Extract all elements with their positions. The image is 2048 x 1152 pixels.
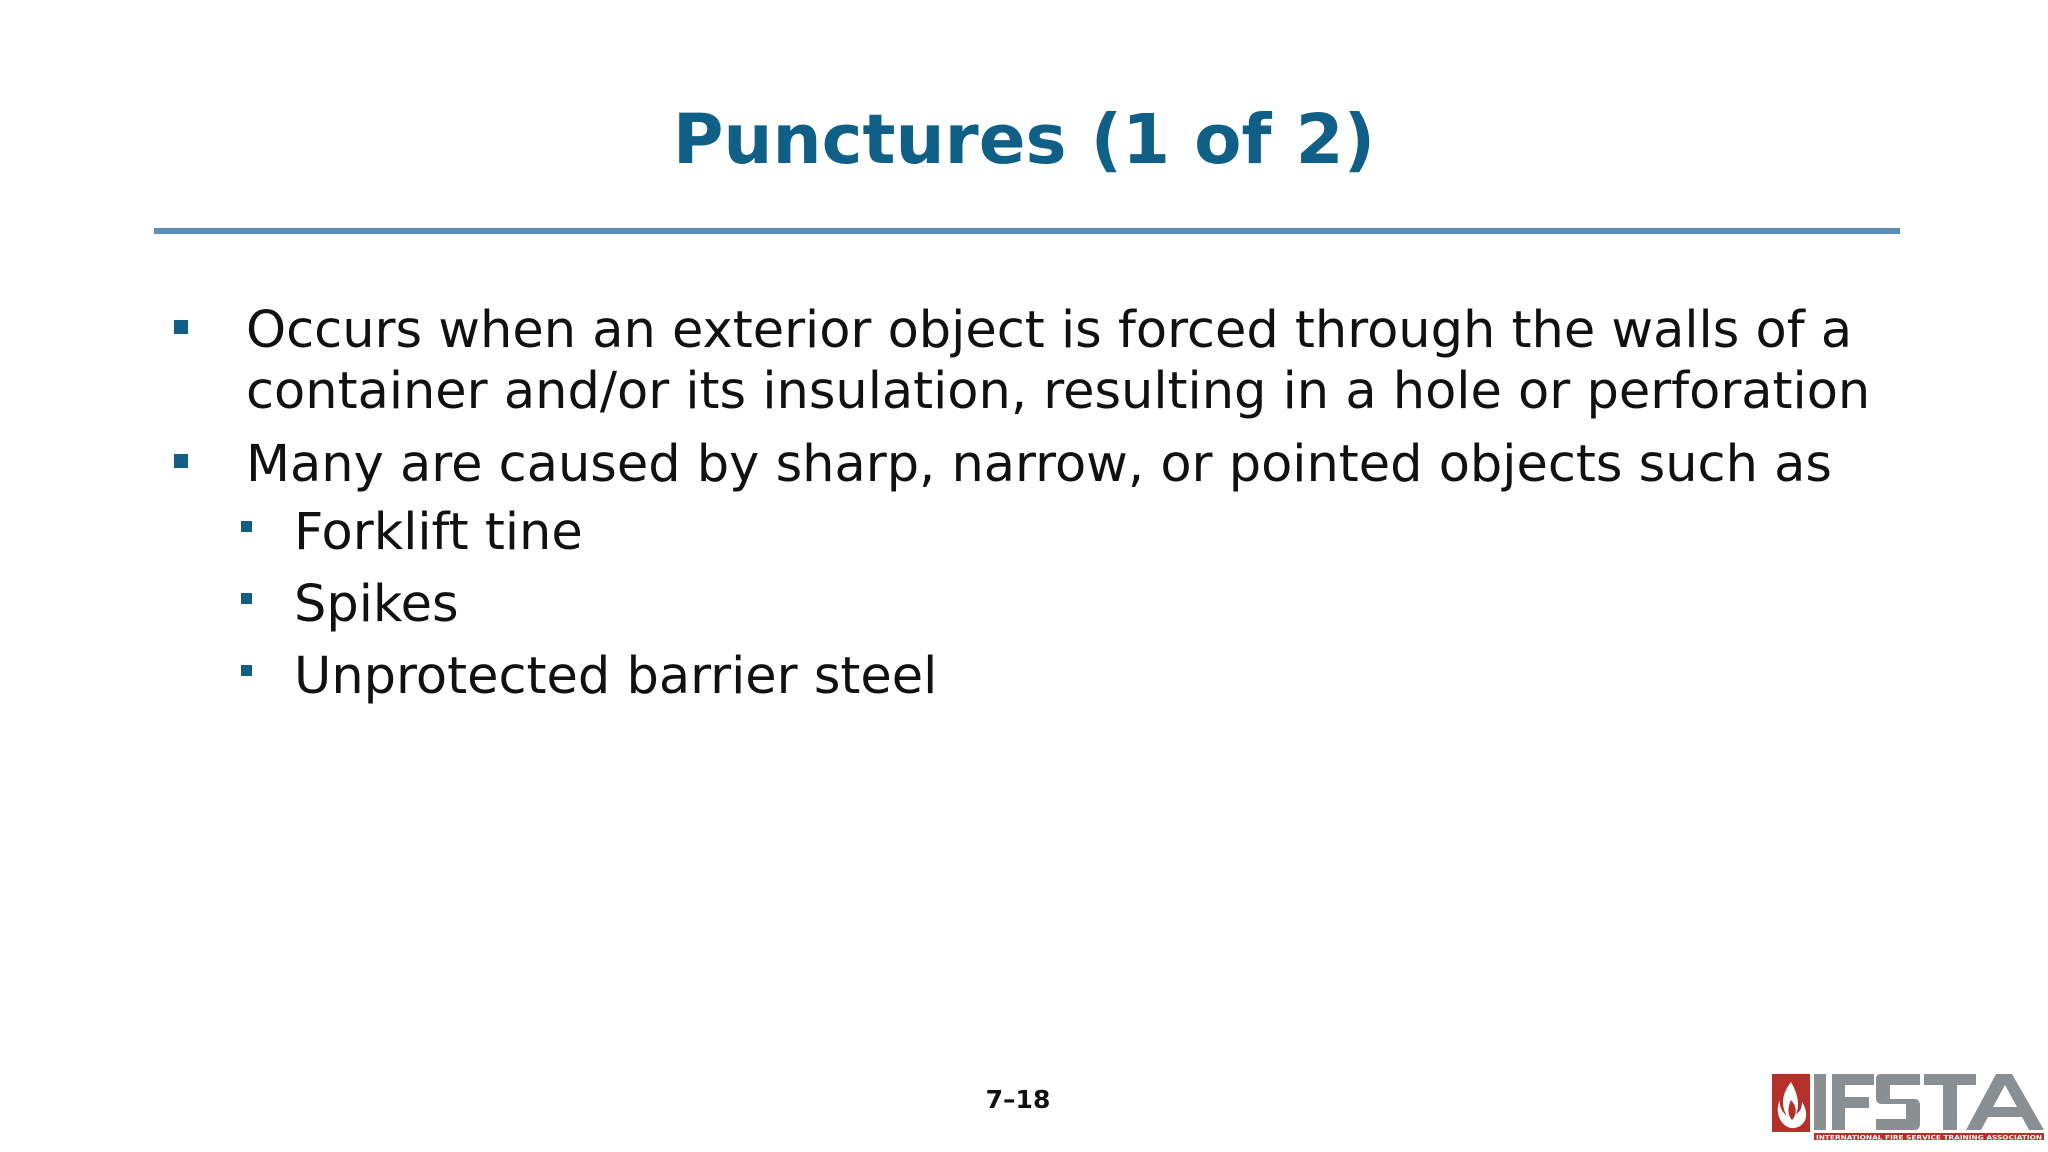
sub-bullet-text: Forklift tine: [294, 503, 583, 562]
square-bullet-icon: [174, 320, 188, 334]
sub-bullet-item: [226, 569, 1914, 641]
sub-bullet-list: [226, 497, 1914, 713]
sub-bullet-text: Unprotected barrier steel: [294, 647, 938, 706]
title-divider: [154, 228, 1900, 234]
bullet-text: Many are caused by sharp, narrow, or pointed objects such as: [246, 435, 1832, 494]
square-bullet-icon: [174, 454, 188, 468]
bullet-item: [154, 434, 1914, 713]
square-bullet-icon: [241, 593, 252, 604]
page-number: 7–18: [985, 1085, 1051, 1114]
bullet-list: [154, 300, 1914, 725]
bullet-text: Occurs when an exterior object is forced through the walls of a container and/or its insulation, resulting in a hole or perforation: [246, 301, 1871, 421]
ifsta-logo-lettering: [1814, 1074, 2044, 1130]
logo-tagline: INTERNATIONAL FIRE SERVICE TRAINING ASSOCIATION: [1816, 1134, 2042, 1142]
sub-bullet-item: [226, 641, 1914, 713]
bullet-item: [154, 300, 1914, 422]
square-bullet-icon: [241, 665, 252, 676]
sub-bullet-item: [226, 497, 1914, 569]
flame-logo-icon: [1772, 1074, 1810, 1132]
slide-title: Punctures (1 of 2): [672, 100, 1376, 180]
square-bullet-icon: [241, 521, 252, 532]
sub-bullet-text: Spikes: [294, 575, 459, 634]
ifsta-logo: [1770, 1070, 2045, 1142]
